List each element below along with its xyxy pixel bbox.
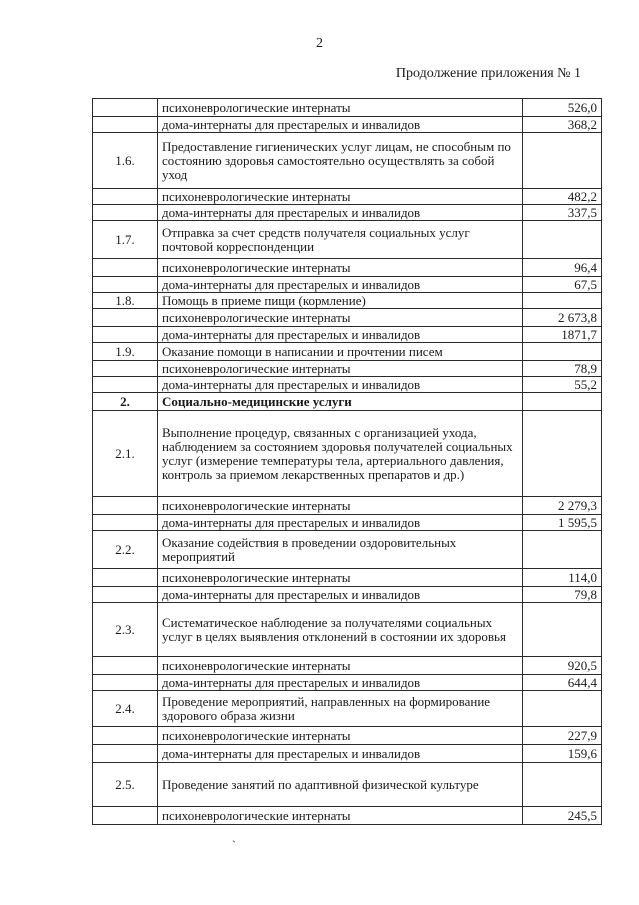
service-name: дома-интернаты для престарелых и инвалидов bbox=[158, 327, 523, 343]
tariff-value bbox=[523, 531, 602, 569]
tariff-value: 482,2 bbox=[523, 189, 602, 205]
row-number bbox=[93, 745, 158, 763]
table-row bbox=[93, 531, 602, 569]
service-name: психоневрологические интернаты bbox=[158, 259, 523, 277]
table-row bbox=[93, 117, 602, 133]
table-row bbox=[93, 189, 602, 205]
service-name: Отправка за счет средств получателя социальных услуг почтовой корреспонденции bbox=[158, 221, 523, 259]
row-number bbox=[93, 277, 158, 293]
service-name: психоневрологические интернаты bbox=[158, 189, 523, 205]
row-number bbox=[93, 377, 158, 393]
tariff-value bbox=[523, 603, 602, 657]
tariff-value: 920,5 bbox=[523, 657, 602, 675]
tariff-value bbox=[523, 393, 602, 411]
row-number: 2.3. bbox=[93, 603, 158, 657]
table-row bbox=[93, 277, 602, 293]
row-number bbox=[93, 117, 158, 133]
table-row bbox=[93, 309, 602, 327]
row-number bbox=[93, 327, 158, 343]
table-row bbox=[93, 411, 602, 497]
service-name: психоневрологические интернаты bbox=[158, 361, 523, 377]
service-name: дома-интернаты для престарелых и инвалидов bbox=[158, 205, 523, 221]
service-name: психоневрологические интернаты bbox=[158, 727, 523, 745]
service-name: дома-интернаты для престарелых и инвалидов bbox=[158, 675, 523, 691]
row-number bbox=[93, 587, 158, 603]
table-row bbox=[93, 807, 602, 825]
row-number bbox=[93, 569, 158, 587]
row-number bbox=[93, 99, 158, 117]
row-number: 2. bbox=[93, 393, 158, 411]
appendix-note: Продолжение приложения № 1 bbox=[395, 66, 581, 81]
table-row bbox=[93, 727, 602, 745]
tariff-value: 67,5 bbox=[523, 277, 602, 293]
table-row bbox=[93, 327, 602, 343]
tariff-value bbox=[523, 411, 602, 497]
table-row bbox=[93, 675, 602, 691]
service-name: дома-интернаты для престарелых и инвалидов bbox=[158, 587, 523, 603]
table-row bbox=[93, 603, 602, 657]
row-number bbox=[93, 205, 158, 221]
tariff-value bbox=[523, 221, 602, 259]
tariff-value: 245,5 bbox=[523, 807, 602, 825]
tariff-value bbox=[523, 133, 602, 189]
service-name: Оказание содействия в проведении оздоровительных мероприятий bbox=[158, 531, 523, 569]
table-row bbox=[93, 293, 602, 309]
tariff-value: 55,2 bbox=[523, 377, 602, 393]
stray-mark: ` bbox=[232, 838, 236, 852]
row-number bbox=[93, 189, 158, 205]
table-row bbox=[93, 587, 602, 603]
row-number bbox=[93, 259, 158, 277]
table-row bbox=[93, 99, 602, 117]
row-number: 1.6. bbox=[93, 133, 158, 189]
table-row bbox=[93, 205, 602, 221]
tariff-value: 2 279,3 bbox=[523, 497, 602, 515]
tariff-value: 644,4 bbox=[523, 675, 602, 691]
row-number bbox=[93, 309, 158, 327]
table-row bbox=[93, 745, 602, 763]
tariff-value bbox=[523, 691, 602, 727]
table-row bbox=[93, 569, 602, 587]
service-name: психоневрологические интернаты bbox=[158, 99, 523, 117]
row-number: 1.8. bbox=[93, 293, 158, 309]
tariff-value bbox=[523, 343, 602, 361]
tariff-value: 368,2 bbox=[523, 117, 602, 133]
service-name: дома-интернаты для престарелых и инвалидов bbox=[158, 515, 523, 531]
tariff-value: 1871,7 bbox=[523, 327, 602, 343]
row-number: 2.4. bbox=[93, 691, 158, 727]
table-row bbox=[93, 361, 602, 377]
tariff-value: 227,9 bbox=[523, 727, 602, 745]
service-name: Проведение мероприятий, направленных на формирование здорового образа жизни bbox=[158, 691, 523, 727]
service-name: Предоставление гигиенических услуг лицам, не способным по состоянию здоровья самостоятельно осуществлять за собой уход bbox=[158, 133, 523, 189]
tariff-value: 79,8 bbox=[523, 587, 602, 603]
table-row bbox=[93, 763, 602, 807]
service-name: Выполнение процедур, связанных с организацией ухода, наблюдением за состоянием здоровья получателей социальных услуг (измерение температуры тела, артериального давления, контроль за приемом лекарственных препаратов и др.) bbox=[158, 411, 523, 497]
service-name: дома-интернаты для престарелых и инвалидов bbox=[158, 745, 523, 763]
tariff-value bbox=[523, 763, 602, 807]
service-name: дома-интернаты для престарелых и инвалидов bbox=[158, 277, 523, 293]
row-number: 2.5. bbox=[93, 763, 158, 807]
section-row bbox=[93, 393, 602, 411]
service-name: психоневрологические интернаты bbox=[158, 569, 523, 587]
tariff-value bbox=[523, 293, 602, 309]
row-number bbox=[93, 515, 158, 531]
tariff-value: 114,0 bbox=[523, 569, 602, 587]
row-number bbox=[93, 727, 158, 745]
services-table bbox=[92, 98, 602, 825]
row-number bbox=[93, 807, 158, 825]
page-number: 2 bbox=[316, 36, 323, 51]
table-row bbox=[93, 133, 602, 189]
table-row bbox=[93, 259, 602, 277]
row-number bbox=[93, 675, 158, 691]
tariff-value: 96,4 bbox=[523, 259, 602, 277]
service-name: Оказание помощи в написании и прочтении писем bbox=[158, 343, 523, 361]
tariff-value: 526,0 bbox=[523, 99, 602, 117]
row-number bbox=[93, 657, 158, 675]
service-name: психоневрологические интернаты bbox=[158, 657, 523, 675]
service-name: Систематическое наблюдение за получателями социальных услуг в целях выявления отклонений в состоянии их здоровья bbox=[158, 603, 523, 657]
table-row bbox=[93, 377, 602, 393]
table-row bbox=[93, 657, 602, 675]
table-row bbox=[93, 221, 602, 259]
row-number: 1.9. bbox=[93, 343, 158, 361]
table-row bbox=[93, 515, 602, 531]
tariff-value: 1 595,5 bbox=[523, 515, 602, 531]
service-name: Социально-медицинские услуги bbox=[158, 393, 523, 411]
service-name: дома-интернаты для престарелых и инвалидов bbox=[158, 377, 523, 393]
table-row bbox=[93, 497, 602, 515]
row-number bbox=[93, 361, 158, 377]
row-number: 2.2. bbox=[93, 531, 158, 569]
service-name: психоневрологические интернаты bbox=[158, 807, 523, 825]
service-name: психоневрологические интернаты bbox=[158, 309, 523, 327]
table-row bbox=[93, 343, 602, 361]
tariff-value: 337,5 bbox=[523, 205, 602, 221]
service-name: дома-интернаты для престарелых и инвалидов bbox=[158, 117, 523, 133]
table-row bbox=[93, 691, 602, 727]
service-name: Помощь в приеме пищи (кормление) bbox=[158, 293, 523, 309]
tariff-value: 159,6 bbox=[523, 745, 602, 763]
tariff-value: 2 673,8 bbox=[523, 309, 602, 327]
row-number bbox=[93, 497, 158, 515]
row-number: 2.1. bbox=[93, 411, 158, 497]
service-name: психоневрологические интернаты bbox=[158, 497, 523, 515]
row-number: 1.7. bbox=[93, 221, 158, 259]
service-name: Проведение занятий по адаптивной физической культуре bbox=[158, 763, 523, 807]
tariff-value: 78,9 bbox=[523, 361, 602, 377]
